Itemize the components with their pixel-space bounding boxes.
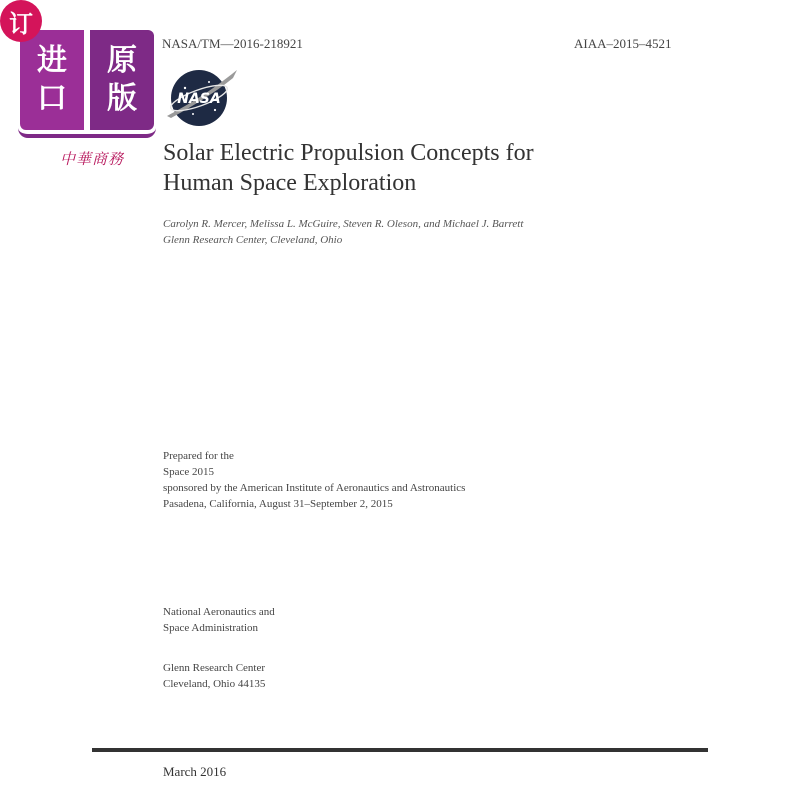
center-line: Cleveland, Ohio 44135 [163, 678, 266, 690]
agency-line: Space Administration [163, 622, 259, 634]
document-title [163, 138, 723, 198]
prepared-line: Space 2015 [163, 466, 215, 478]
book-char: 原 [107, 43, 137, 78]
aiaa-number: AIAA–2015–4521 [574, 36, 672, 51]
author-names: Carolyn R. Mercer, Melissa L. McGuire, Steven R. Oleson, and Michael J. Barrett [163, 218, 524, 230]
imported-original-book-logo [18, 30, 156, 146]
book-right-page [90, 30, 154, 130]
agency-line: National Aeronautics and [163, 606, 275, 618]
research-center-block [163, 660, 265, 692]
book-char: 版 [107, 81, 137, 116]
agency-block [163, 604, 275, 636]
title-line: Human Space Exploration [163, 170, 417, 196]
report-number: NASA/TM—2016-218921 [162, 36, 303, 51]
prepared-for-block [163, 448, 465, 512]
authors-block [163, 216, 523, 248]
nasa-meatball-icon [163, 60, 241, 134]
order-badge: 订 [0, 0, 42, 42]
title-line: Solar Electric Propulsion Concepts for [163, 140, 534, 166]
book-base [18, 128, 156, 138]
svg-text:NASA: NASA [177, 91, 221, 107]
book-left-page [20, 30, 84, 130]
seller-caption: 中華商務 [59, 150, 124, 168]
book-char: 口 [37, 81, 67, 116]
prepared-line: Prepared for the [163, 450, 234, 462]
prepared-line: Pasadena, California, August 31–September 2, 2015 [163, 498, 393, 510]
author-affiliation: Glenn Research Center, Cleveland, Ohio [163, 234, 343, 246]
horizontal-rule [92, 748, 708, 752]
prepared-line: sponsored by the American Institute of Aeronautics and Astronautics [163, 482, 466, 494]
book-char: 进 [37, 43, 67, 78]
publication-date: March 2016 [163, 764, 227, 779]
center-line: Glenn Research Center [163, 662, 266, 674]
